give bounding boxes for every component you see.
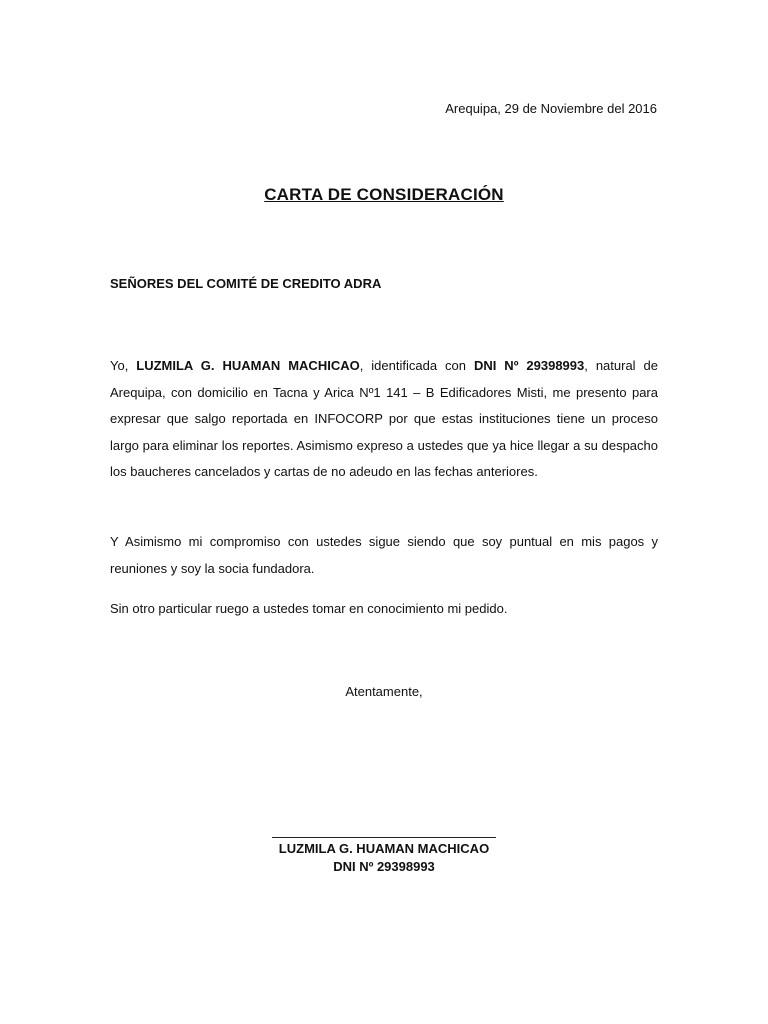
- letter-addressee: SEÑORES DEL COMITÉ DE CREDITO ADRA: [110, 276, 382, 291]
- signature-line: [272, 837, 496, 838]
- sender-name: LUZMILA G. HUAMAN MACHICAO: [136, 358, 360, 373]
- paragraph-request: Sin otro particular ruego a ustedes tomar en conocimiento mi pedido.: [110, 601, 508, 616]
- signature-dni: DNI Nº 29398993: [333, 859, 435, 874]
- paragraph-text: , natural de Arequipa, con domicilio en Tacna y Arica Nº1 141 – B Edificadores Misti, me presento para expresar que salgo reportada en INFOCORP por que estas instituciones tiene un proceso largo para eliminar los reportes. Asimismo expreso a ustedes que ya hice llegar a su despacho los baucheres cancelados y cartas de no adeudo en las fechas anteriores.: [110, 358, 658, 480]
- paragraph-text: Yo,: [110, 358, 137, 373]
- letter-date: Arequipa, 29 de Noviembre del 2016: [445, 101, 657, 116]
- paragraph-commitment: Y Asimismo mi compromiso con ustedes sigue siendo que soy puntual en mis pagos y reuniones y soy la socia fundadora.: [110, 534, 658, 576]
- signature-name: LUZMILA G. HUAMAN MACHICAO: [278, 841, 490, 856]
- sender-dni: DNI Nº 29398993: [473, 358, 585, 373]
- paragraph-text: , identificada con: [359, 358, 474, 373]
- paragraph-introduction: [110, 353, 658, 486]
- closing-salutation: Atentamente,: [345, 684, 423, 699]
- letter-title: CARTA DE CONSIDERACIÓN: [264, 185, 504, 204]
